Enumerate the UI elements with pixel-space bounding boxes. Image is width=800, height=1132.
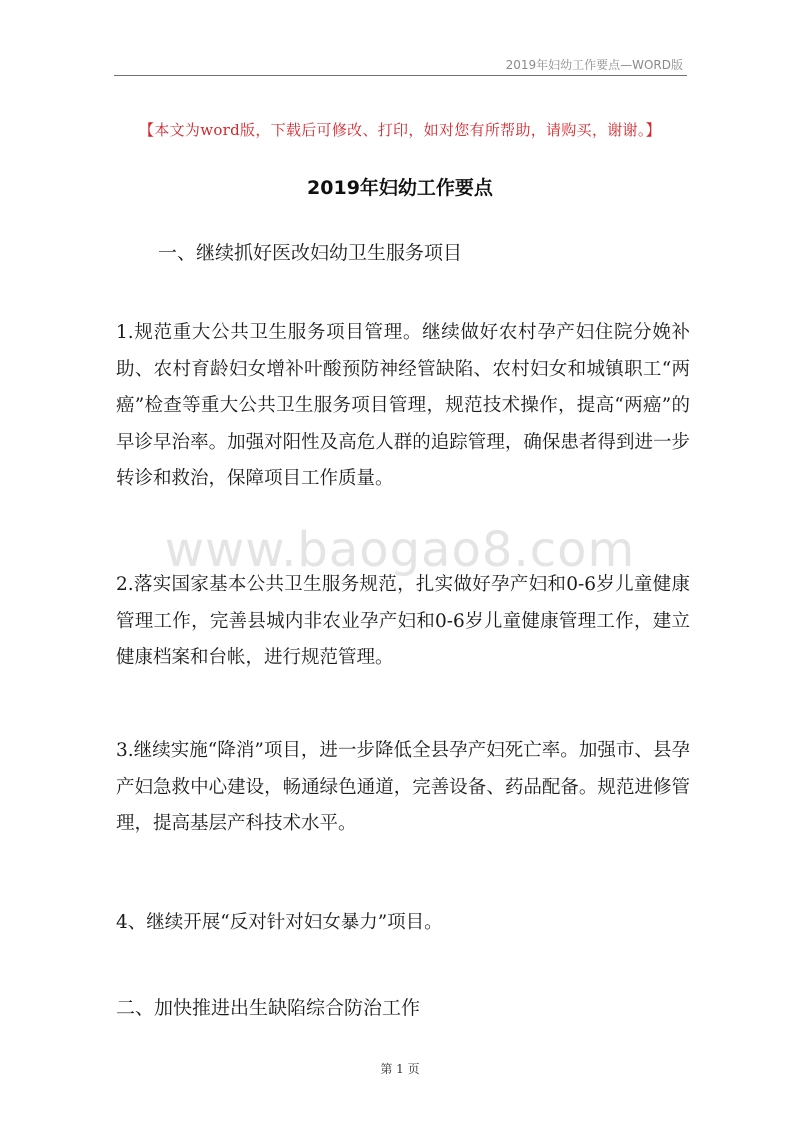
section-heading-1: 一、继续抓好医改妇幼卫生服务项目 (158, 242, 463, 264)
page-number: 第 1 页 (380, 1062, 420, 1076)
purchase-notice: 【本文为word版，下载后可修改、打印，如对您有所帮助，请购买，谢谢。】 (139, 121, 661, 139)
section-heading-2: 二、加快推进出生缺陷综合防治工作 (116, 997, 421, 1019)
paragraph-1: 1.规范重大公共卫生服务项目管理。继续做好农村孕产妇住院分娩补助、农村育龄妇女增补叶酸预防神经管缺陷、农村妇女和城镇职工“两癌”检查等重大公共卫生服务项目管理，规范技术操作，提高“两癌”的早诊早治率。加强对阳性及高危人群的追踪管理，确保患者得到进一步转诊和救治，保障项目工作质量。 (116, 322, 690, 489)
page-header: 2019年妇幼工作要点—WORD版 (505, 58, 683, 72)
header-rule (114, 75, 687, 76)
paragraph-3: 3.继续实施“降消”项目，进一步降低全县孕产妇死亡率。加强市、县孕产妇急救中心建设，畅通绿色通道，完善设备、药品配备。规范进修管理，提高基层产科技术水平。 (116, 740, 690, 834)
paragraph-2: 2.落实国家基本公共卫生服务规范，扎实做好孕产妇和0-6岁儿童健康管理工作，完善县城内非农业孕产妇和0-6岁儿童健康管理工作，建立健康档案和台帐，进行规范管理。 (116, 574, 690, 668)
watermark: www.baogao8.com (164, 522, 636, 578)
paragraph-4: 4、继续开展“反对针对妇女暴力”项目。 (116, 912, 443, 933)
document-title: 2019年妇幼工作要点 (307, 177, 493, 199)
